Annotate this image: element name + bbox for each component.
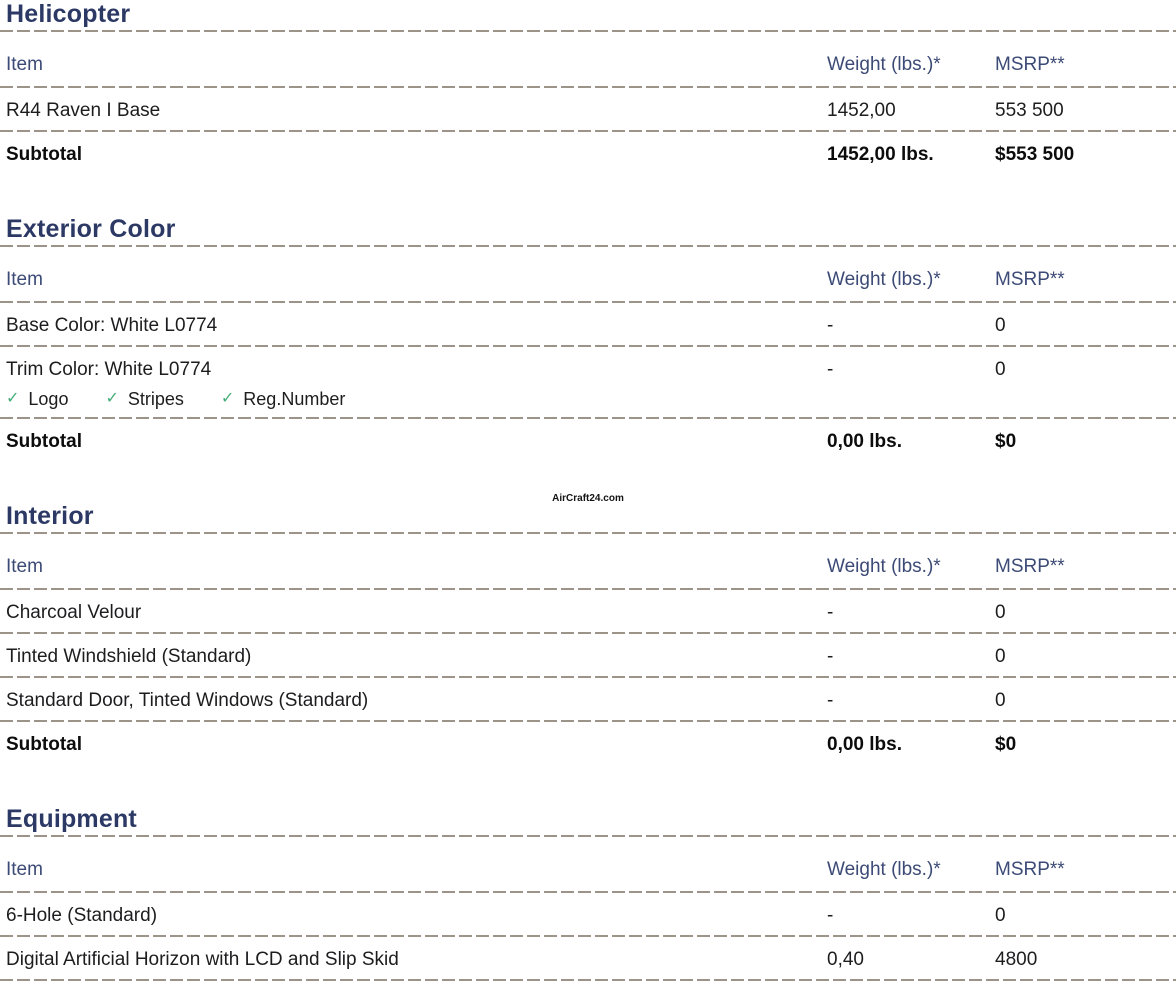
column-header-item: Item xyxy=(6,556,43,577)
section-title: Exterior Color xyxy=(6,215,176,243)
msrp-cell: 0 xyxy=(995,905,1006,926)
table-row xyxy=(0,893,1176,935)
column-header-msrp: MSRP** xyxy=(995,859,1065,880)
table-header-row xyxy=(0,534,1176,588)
subtotal-weight: 0,00 lbs. xyxy=(827,431,902,452)
weight-cell: 0,40 xyxy=(827,949,864,970)
weight-cell: - xyxy=(827,315,834,336)
subtotal-weight: 1452,00 lbs. xyxy=(827,144,934,165)
table-row xyxy=(0,634,1176,676)
table-row xyxy=(0,88,1176,130)
weight-cell: - xyxy=(827,359,834,380)
section-title: Helicopter xyxy=(6,0,131,28)
check-icon: ✓ xyxy=(105,390,119,407)
section xyxy=(0,0,1176,175)
column-header-item: Item xyxy=(6,859,43,880)
subtotal-msrp: $553 500 xyxy=(995,144,1075,165)
weight-cell: - xyxy=(827,905,834,926)
msrp-cell: 553 500 xyxy=(995,100,1064,121)
check-icon: ✓ xyxy=(220,390,235,407)
subtotal-label: Subtotal xyxy=(6,734,82,755)
checklist-label: Stripes xyxy=(127,389,184,409)
msrp-cell: 4800 xyxy=(995,949,1038,970)
section xyxy=(0,215,1176,462)
item-label: Charcoal Velour xyxy=(6,602,142,623)
subtotal-label: Subtotal xyxy=(6,431,82,452)
item-cell xyxy=(6,645,827,669)
item-cell xyxy=(6,601,827,625)
weight-cell: 1452,00 xyxy=(827,100,896,121)
column-header-msrp: MSRP** xyxy=(995,269,1065,290)
subtotal-row xyxy=(0,419,1176,462)
item-label: R44 Raven I Base xyxy=(6,100,161,121)
checklist-label: Logo xyxy=(28,389,69,409)
table-row xyxy=(0,678,1176,720)
subtotal-label: Subtotal xyxy=(6,144,82,165)
column-header-weight: Weight (lbs.)* xyxy=(827,54,941,75)
msrp-cell: 0 xyxy=(995,359,1006,380)
column-header-weight: Weight (lbs.)* xyxy=(827,556,941,577)
column-header-weight: Weight (lbs.)* xyxy=(827,269,941,290)
checklist-item xyxy=(6,388,68,410)
check-icon: ✓ xyxy=(6,390,20,407)
table-row xyxy=(0,590,1176,632)
checklist-label: Reg.Number xyxy=(243,389,346,409)
subtotal-msrp: $0 xyxy=(995,734,1017,755)
column-header-msrp: MSRP** xyxy=(995,54,1065,75)
row-divider xyxy=(0,979,1176,981)
msrp-cell: 0 xyxy=(995,602,1006,623)
table-row xyxy=(0,303,1176,345)
table-row xyxy=(0,347,1176,417)
msrp-cell: 0 xyxy=(995,315,1006,336)
subtotal-row xyxy=(0,132,1176,175)
msrp-cell: 0 xyxy=(995,690,1006,711)
msrp-cell: 0 xyxy=(995,646,1006,667)
column-header-msrp: MSRP** xyxy=(995,556,1065,577)
item-cell xyxy=(6,99,827,123)
watermark: AirCraft24.com xyxy=(552,493,624,504)
item-label: 6-Hole (Standard) xyxy=(6,905,158,926)
column-header-weight: Weight (lbs.)* xyxy=(827,859,941,880)
item-label: Standard Door, Tinted Windows (Standard) xyxy=(6,690,369,711)
section-title: Equipment xyxy=(6,805,137,833)
section-title: Interior xyxy=(6,502,94,530)
weight-cell: - xyxy=(827,690,834,711)
column-header-item: Item xyxy=(6,54,43,75)
weight-cell: - xyxy=(827,646,834,667)
item-label: Base Color: White L0774 xyxy=(6,315,218,336)
item-cell xyxy=(6,358,827,410)
item-label: Tinted Windshield (Standard) xyxy=(6,646,252,667)
feature-checklist xyxy=(6,388,827,410)
item-label: Trim Color: White L0774 xyxy=(6,359,212,380)
subtotal-msrp: $0 xyxy=(995,431,1017,452)
item-cell xyxy=(6,689,827,713)
table-header-row xyxy=(0,247,1176,301)
subtotal-weight: 0,00 lbs. xyxy=(827,734,902,755)
item-cell xyxy=(6,904,827,928)
subtotal-row xyxy=(0,722,1176,765)
column-header-item: Item xyxy=(6,269,43,290)
table-header-row xyxy=(0,32,1176,86)
section xyxy=(0,805,1176,981)
item-label: Digital Artificial Horizon with LCD and Slip Skid xyxy=(6,949,399,970)
checklist-item xyxy=(105,388,183,410)
item-cell xyxy=(6,314,827,338)
table-header-row xyxy=(0,837,1176,891)
weight-cell: - xyxy=(827,602,834,623)
table-row xyxy=(0,937,1176,979)
checklist-item xyxy=(221,388,345,410)
section xyxy=(0,502,1176,765)
item-cell xyxy=(6,948,827,972)
